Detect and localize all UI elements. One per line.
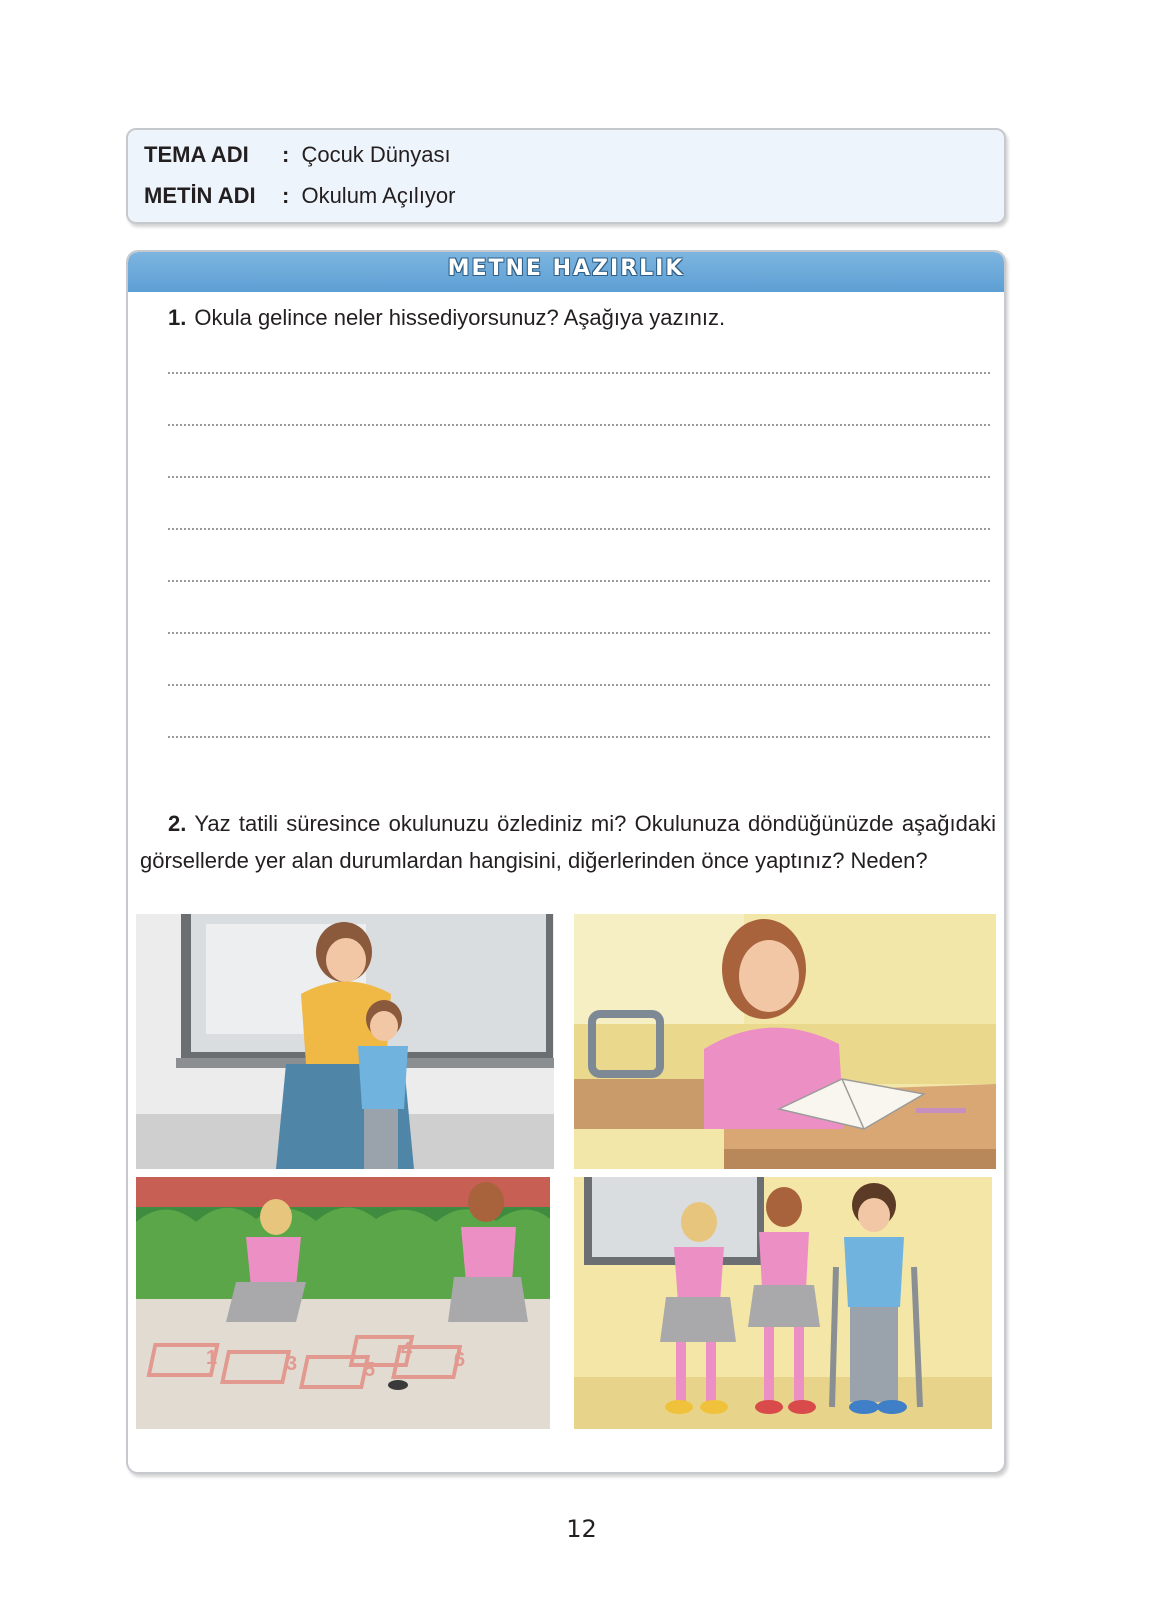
- section-band: [128, 252, 1004, 292]
- answer-line[interactable]: [168, 424, 990, 426]
- question-2-text: Yaz tatili süresince okulunuzu özlediniz mi? Okulunuza döndüğünüzde aşağıdaki görsellerde yer alan durumlardan hangisini, diğerlerinden önce yaptınız? Neden?: [140, 811, 996, 873]
- hopscotch-number-4: 4: [401, 1339, 413, 1361]
- page-number: 12: [566, 1515, 597, 1543]
- header-info-box: [126, 128, 1006, 224]
- answer-line[interactable]: [168, 684, 990, 686]
- hopscotch-number-1: 1: [206, 1347, 218, 1369]
- text-title-value: Okulum Açılıyor: [301, 183, 456, 208]
- answer-line[interactable]: [168, 580, 990, 582]
- section-title: METNE HAZIRLIK: [447, 256, 685, 281]
- answer-line[interactable]: [168, 476, 990, 478]
- answer-lines[interactable]: [168, 364, 990, 780]
- text-title-separator: :: [282, 183, 290, 208]
- hopscotch-number-5: 5: [364, 1359, 376, 1381]
- theme-label: TEMA ADI: [144, 142, 249, 167]
- text-title-label: METİN ADI: [144, 183, 256, 208]
- answer-line[interactable]: [168, 632, 990, 634]
- girl-reading-book-illustration: [574, 914, 996, 1169]
- question-1-text: Okula gelince neler hissediyorsunuz? Aşağıya yazınız.: [194, 305, 726, 330]
- question-2-number: 2.: [168, 811, 187, 836]
- theme-separator: :: [282, 142, 290, 167]
- theme-value: Çocuk Dünyası: [301, 142, 451, 167]
- friends-helping-boy-on-crutches-illustration: [574, 1177, 992, 1429]
- theme-row: [144, 142, 451, 168]
- answer-line[interactable]: [168, 528, 990, 530]
- hopscotch-number-3: 3: [286, 1353, 298, 1375]
- hopscotch-numbers: [136, 1177, 550, 1429]
- activity-box: [126, 250, 1006, 1474]
- girls-playing-hopscotch-illustration: [136, 1177, 550, 1429]
- hopscotch-number-6: 6: [454, 1349, 466, 1371]
- question-1: [168, 305, 725, 331]
- text-title-row: [144, 183, 456, 209]
- question-2: [140, 805, 996, 879]
- question-1-number: 1.: [168, 305, 187, 330]
- answer-line[interactable]: [168, 736, 990, 738]
- teacher-hugging-student-illustration: [136, 914, 554, 1169]
- answer-line[interactable]: [168, 372, 990, 374]
